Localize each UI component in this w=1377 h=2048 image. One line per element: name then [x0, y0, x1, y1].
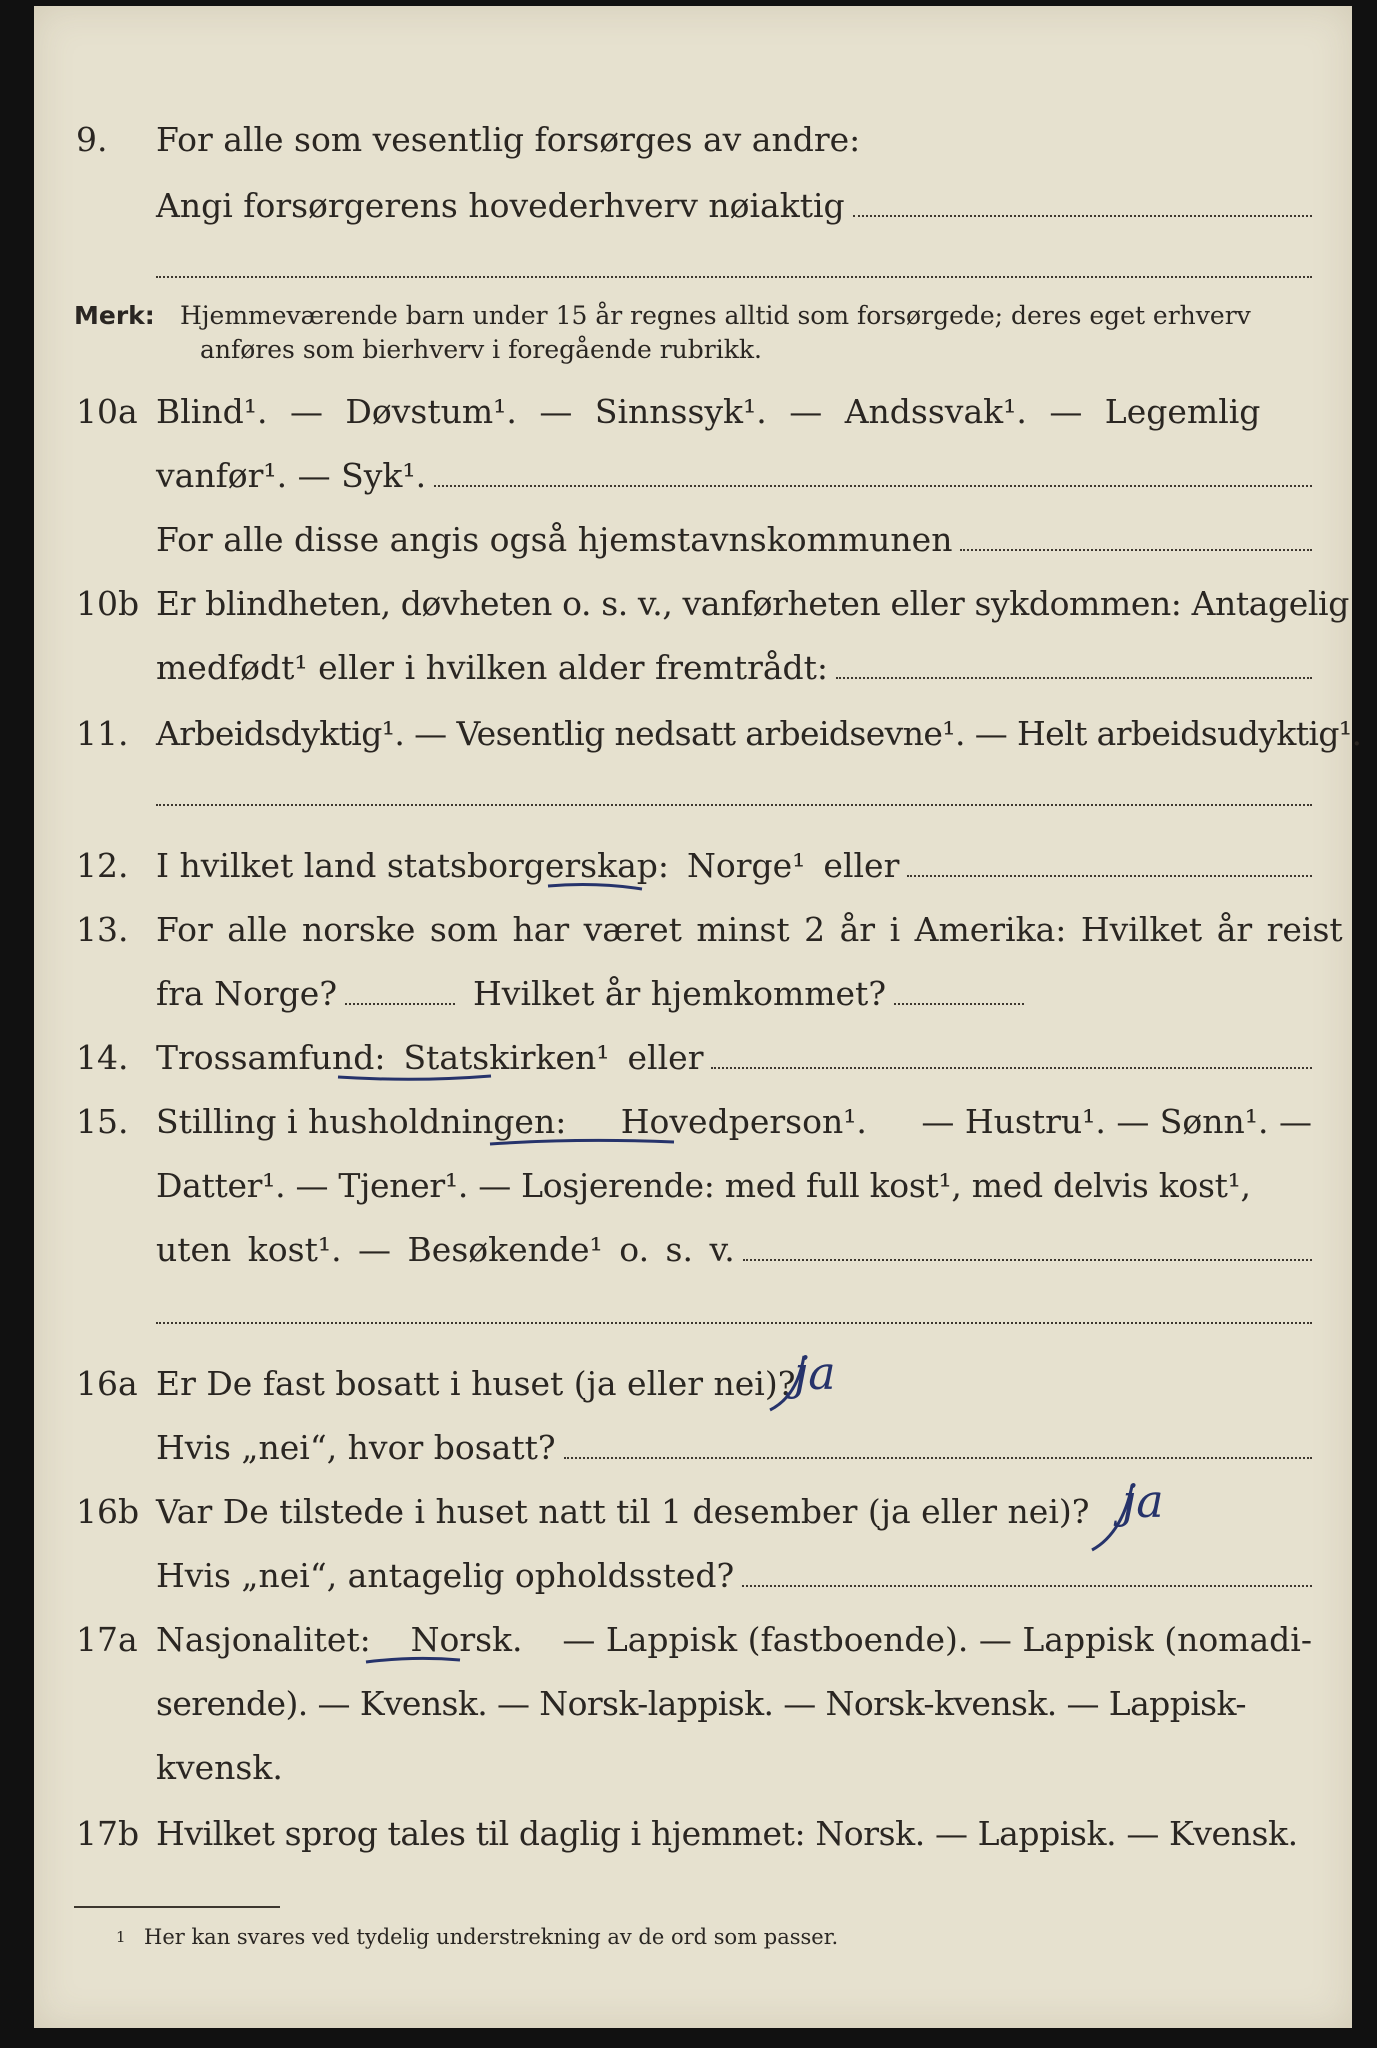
q10b-line1	[34, 582, 1352, 626]
q10b-answer-field[interactable]	[836, 677, 1312, 679]
q9-text-2: Angi forsørgerens hovederhverv nøiaktig	[156, 186, 845, 225]
q16b-handwritten-answer[interactable]: ja	[1122, 1474, 1164, 1528]
q16a-text-1: Er De fast bosatt i huset (ja eller nei)?	[156, 1364, 796, 1403]
q14-line1	[34, 1036, 1352, 1080]
q13-year-left-field[interactable]	[345, 1003, 455, 1005]
q9-line2	[34, 184, 1352, 228]
q16b-whereabouts-field[interactable]	[742, 1585, 1312, 1587]
q10b-line2	[34, 646, 1352, 690]
q10a-line1	[34, 390, 1352, 434]
q14-number: 14.	[76, 1038, 129, 1077]
q14-answer-statskirken[interactable]: Statskirken¹	[403, 1038, 610, 1077]
q17a-underline-mark	[364, 1654, 464, 1668]
q15-line1	[34, 1100, 1352, 1144]
q12-other-field[interactable]	[907, 875, 1312, 877]
q10b-text-2: medfødt¹ eller i hvilken alder fremtrådt:	[156, 648, 829, 687]
q10a-line3	[34, 518, 1352, 562]
q16a-number: 16a	[76, 1364, 138, 1403]
q12-number: 12.	[76, 846, 129, 885]
q15-rest-1: — Hustru¹. — Sønn¹. —	[921, 1102, 1312, 1141]
q10a-answer-field[interactable]	[434, 485, 1312, 487]
q17a-text-2: serende). — Kvensk. — Norsk-lappisk. — Norsk-kvensk. — Lappisk-	[156, 1684, 1246, 1723]
merk-line2	[34, 332, 1352, 376]
q17a-line3	[34, 1746, 1352, 1790]
q10b-text-1: Er blindheten, døvheten o. s. v., vanførheten eller sykdommen: Antagelig	[156, 584, 1349, 623]
q15-other-field[interactable]	[743, 1259, 1312, 1261]
q17a-line1	[34, 1618, 1352, 1662]
q13-line1	[34, 908, 1352, 952]
q16b-line2	[34, 1554, 1352, 1598]
q13-text-2b: Hvilket år hjemkommet?	[473, 974, 887, 1013]
q12-line1	[34, 844, 1352, 888]
merk-label: Merk:	[74, 301, 155, 330]
q11-text-1: Arbeidsdyktig¹. — Vesentlig nedsatt arbeidsevne¹. — Helt arbeidsudyktig¹.	[156, 714, 1362, 753]
footnote-mark: 1	[116, 1928, 126, 1946]
q15-line3	[34, 1228, 1352, 1272]
q16b-number: 16b	[76, 1492, 140, 1531]
q12-suffix: eller	[823, 846, 900, 885]
q10a-text-3: For alle disse angis også hjemstavnskommunen	[156, 520, 953, 559]
q10a-municipality-field[interactable]	[960, 549, 1312, 551]
q17a-line2	[34, 1682, 1352, 1726]
q12-underline-mark	[546, 880, 646, 894]
q15-underline-mark	[488, 1136, 678, 1150]
q10a-text-2: vanfør¹. — Syk¹.	[156, 456, 427, 495]
q16a-pen-stroke	[760, 1350, 910, 1420]
merk-text-1: Hjemmeværende barn under 15 år regnes alltid som forsørgede; deres eget erhverv	[180, 301, 1251, 330]
footnote-separator	[74, 1906, 280, 1908]
q17a-prefix: Nasjonalitet:	[156, 1620, 371, 1659]
q13-line2	[34, 972, 1352, 1016]
q10b-number: 10b	[76, 584, 140, 623]
q13-text-1: For alle norske som har været minst 2 år i Amerika: Hvilket år reist	[156, 910, 1343, 949]
q17b-line1	[34, 1812, 1352, 1856]
q14-underline-mark	[336, 1072, 496, 1086]
q15-answer-hovedperson[interactable]: Hovedperson¹.	[620, 1102, 867, 1141]
q14-prefix: Trossamfund:	[156, 1038, 386, 1077]
q15-text-2: Datter¹. — Tjener¹. — Losjerende: med full kost¹, med delvis kost¹,	[156, 1166, 1251, 1205]
q17a-text-3: kvensk.	[156, 1748, 283, 1787]
q16a-handwritten-answer[interactable]: ja	[794, 1346, 836, 1400]
q14-suffix: eller	[627, 1038, 704, 1077]
footnote	[34, 1922, 1352, 1966]
q11-number: 11.	[76, 714, 129, 753]
q13-number: 13.	[76, 910, 129, 949]
q12-prefix: I hvilket land statsborgerskap:	[156, 846, 670, 885]
q9-answer-field[interactable]	[853, 215, 1312, 217]
q10a-text-1: Blind¹. — Døvstum¹. — Sinnssyk¹. — Andssvak¹. — Legemlig	[156, 392, 1261, 431]
q17a-answer-norsk[interactable]: Norsk.	[410, 1620, 523, 1659]
footnote-text: Her kan svares ved tydelig understrekning av de ord som passer.	[144, 1925, 839, 1949]
q9-number: 9.	[76, 120, 108, 159]
q13-year-returned-field[interactable]	[894, 1003, 1024, 1005]
q9-line1	[34, 118, 1352, 162]
q16a-text-2: Hvis „nei“, hvor bosatt?	[156, 1428, 556, 1467]
q16a-line1	[34, 1362, 1352, 1406]
q15-line2	[34, 1164, 1352, 1208]
q15-number: 15.	[76, 1102, 129, 1141]
q11-line1	[34, 712, 1362, 756]
census-form-page	[34, 6, 1362, 2028]
q16b-pen-stroke	[1084, 1480, 1244, 1560]
q14-other-field[interactable]	[711, 1067, 1312, 1069]
q16a-line2	[34, 1426, 1352, 1470]
q17a-rest-1: — Lappisk (fastboende). — Lappisk (nomadi-	[562, 1620, 1312, 1659]
q9-text-1: For alle som vesentlig forsørges av andre:	[156, 120, 861, 159]
q15-prefix: Stilling i husholdningen:	[156, 1102, 567, 1141]
q17b-text-1: Hvilket sprog tales til daglig i hjemmet: Norsk. — Lappisk. — Kvensk.	[156, 1814, 1298, 1853]
q16b-text-2: Hvis „nei“, antagelig opholdssted?	[156, 1556, 735, 1595]
merk-text-2: anføres som bierhverv i foregående rubrikk.	[200, 335, 762, 364]
q17a-number: 17a	[76, 1620, 138, 1659]
q9-answer-line[interactable]	[156, 276, 1312, 278]
q17b-number: 17b	[76, 1814, 140, 1853]
q12-answer-norge[interactable]: Norge¹	[687, 846, 806, 885]
q13-text-2a: fra Norge?	[156, 974, 338, 1013]
q10a-number: 10a	[76, 392, 138, 431]
q15-answer-line[interactable]	[156, 1322, 1312, 1324]
q10a-line2	[34, 454, 1352, 498]
q15-text-3: uten kost¹. — Besøkende¹ o. s. v.	[156, 1230, 735, 1269]
q11-answer-line[interactable]	[156, 804, 1312, 806]
q16a-residence-field[interactable]	[564, 1457, 1312, 1459]
q16b-text-1: Var De tilstede i huset natt til 1 desember (ja eller nei)?	[156, 1492, 1090, 1531]
